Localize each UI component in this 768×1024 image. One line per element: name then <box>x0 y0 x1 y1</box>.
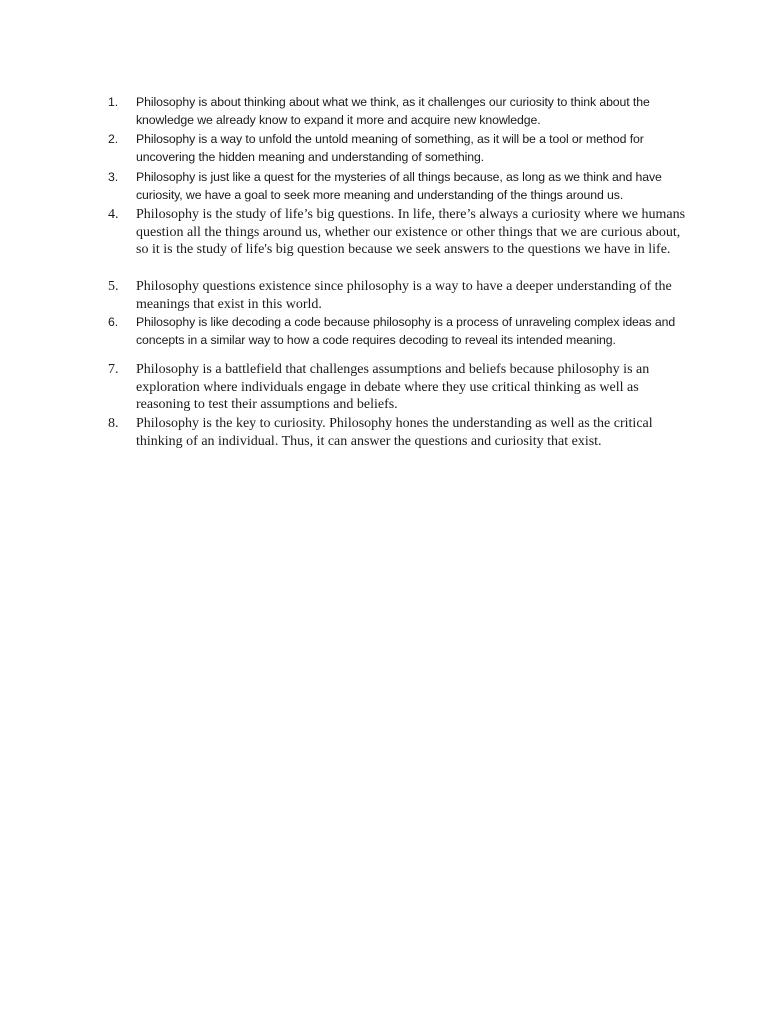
list-item-number: 4. <box>108 207 119 222</box>
list-item <box>108 361 688 414</box>
list-item-number: 2. <box>108 132 119 146</box>
list-item <box>108 131 688 166</box>
list-item-text: Philosophy is like decoding a code because philosophy is a process of unraveling complex ideas and concepts in a similar way to how a code requires decoding to reveal its intended meaning. <box>136 315 676 347</box>
list-item-text: Philosophy is the study of life’s big questions. In life, there’s always a curiosity where we humans question all the things around us, whether our existence or other things that we are curious about, so it is the study of life's big question because we seek answers to the questions we have in life. <box>136 207 686 257</box>
list-item-text: Philosophy is about thinking about what we think, as it challenges our curiosity to think about the knowledge we already know to expand it more and acquire new knowledge. <box>136 95 650 127</box>
list-item-text: Philosophy questions existence since philosophy is a way to have a deeper understanding of the meanings that exist in this world. <box>136 279 672 312</box>
list-item-number: 7. <box>108 362 119 377</box>
list-item-number: 3. <box>108 170 119 184</box>
list-item-number: 8. <box>108 416 119 431</box>
list-item-text: Philosophy is a battlefield that challenges assumptions and beliefs because philosophy is an exploration where individuals engage in debate where they use critical thinking as well as reasoning to test their assumptions and beliefs. <box>136 362 650 412</box>
list-item <box>108 415 688 450</box>
list-item <box>108 278 688 313</box>
list-item <box>108 169 688 204</box>
list-item-number: 1. <box>108 95 119 109</box>
list-item <box>108 206 688 259</box>
list-item-text: Philosophy is just like a quest for the mysteries of all things because, as long as we think and have curiosity, we have a goal to seek more meaning and understanding of the things around us. <box>136 170 662 202</box>
list-item-number: 6. <box>108 315 119 329</box>
list-item-text: Philosophy is the key to curiosity. Philosophy hones the understanding as well as the critical thinking of an individual. Thus, it can answer the questions and curiosity that exist. <box>136 416 653 449</box>
list-item-text: Philosophy is a way to unfold the untold meaning of something, as it will be a tool or method for uncovering the hidden meaning and understanding of something. <box>136 132 644 164</box>
list-item <box>108 314 688 349</box>
list-item <box>108 94 688 129</box>
list-item-number: 5. <box>108 279 119 294</box>
